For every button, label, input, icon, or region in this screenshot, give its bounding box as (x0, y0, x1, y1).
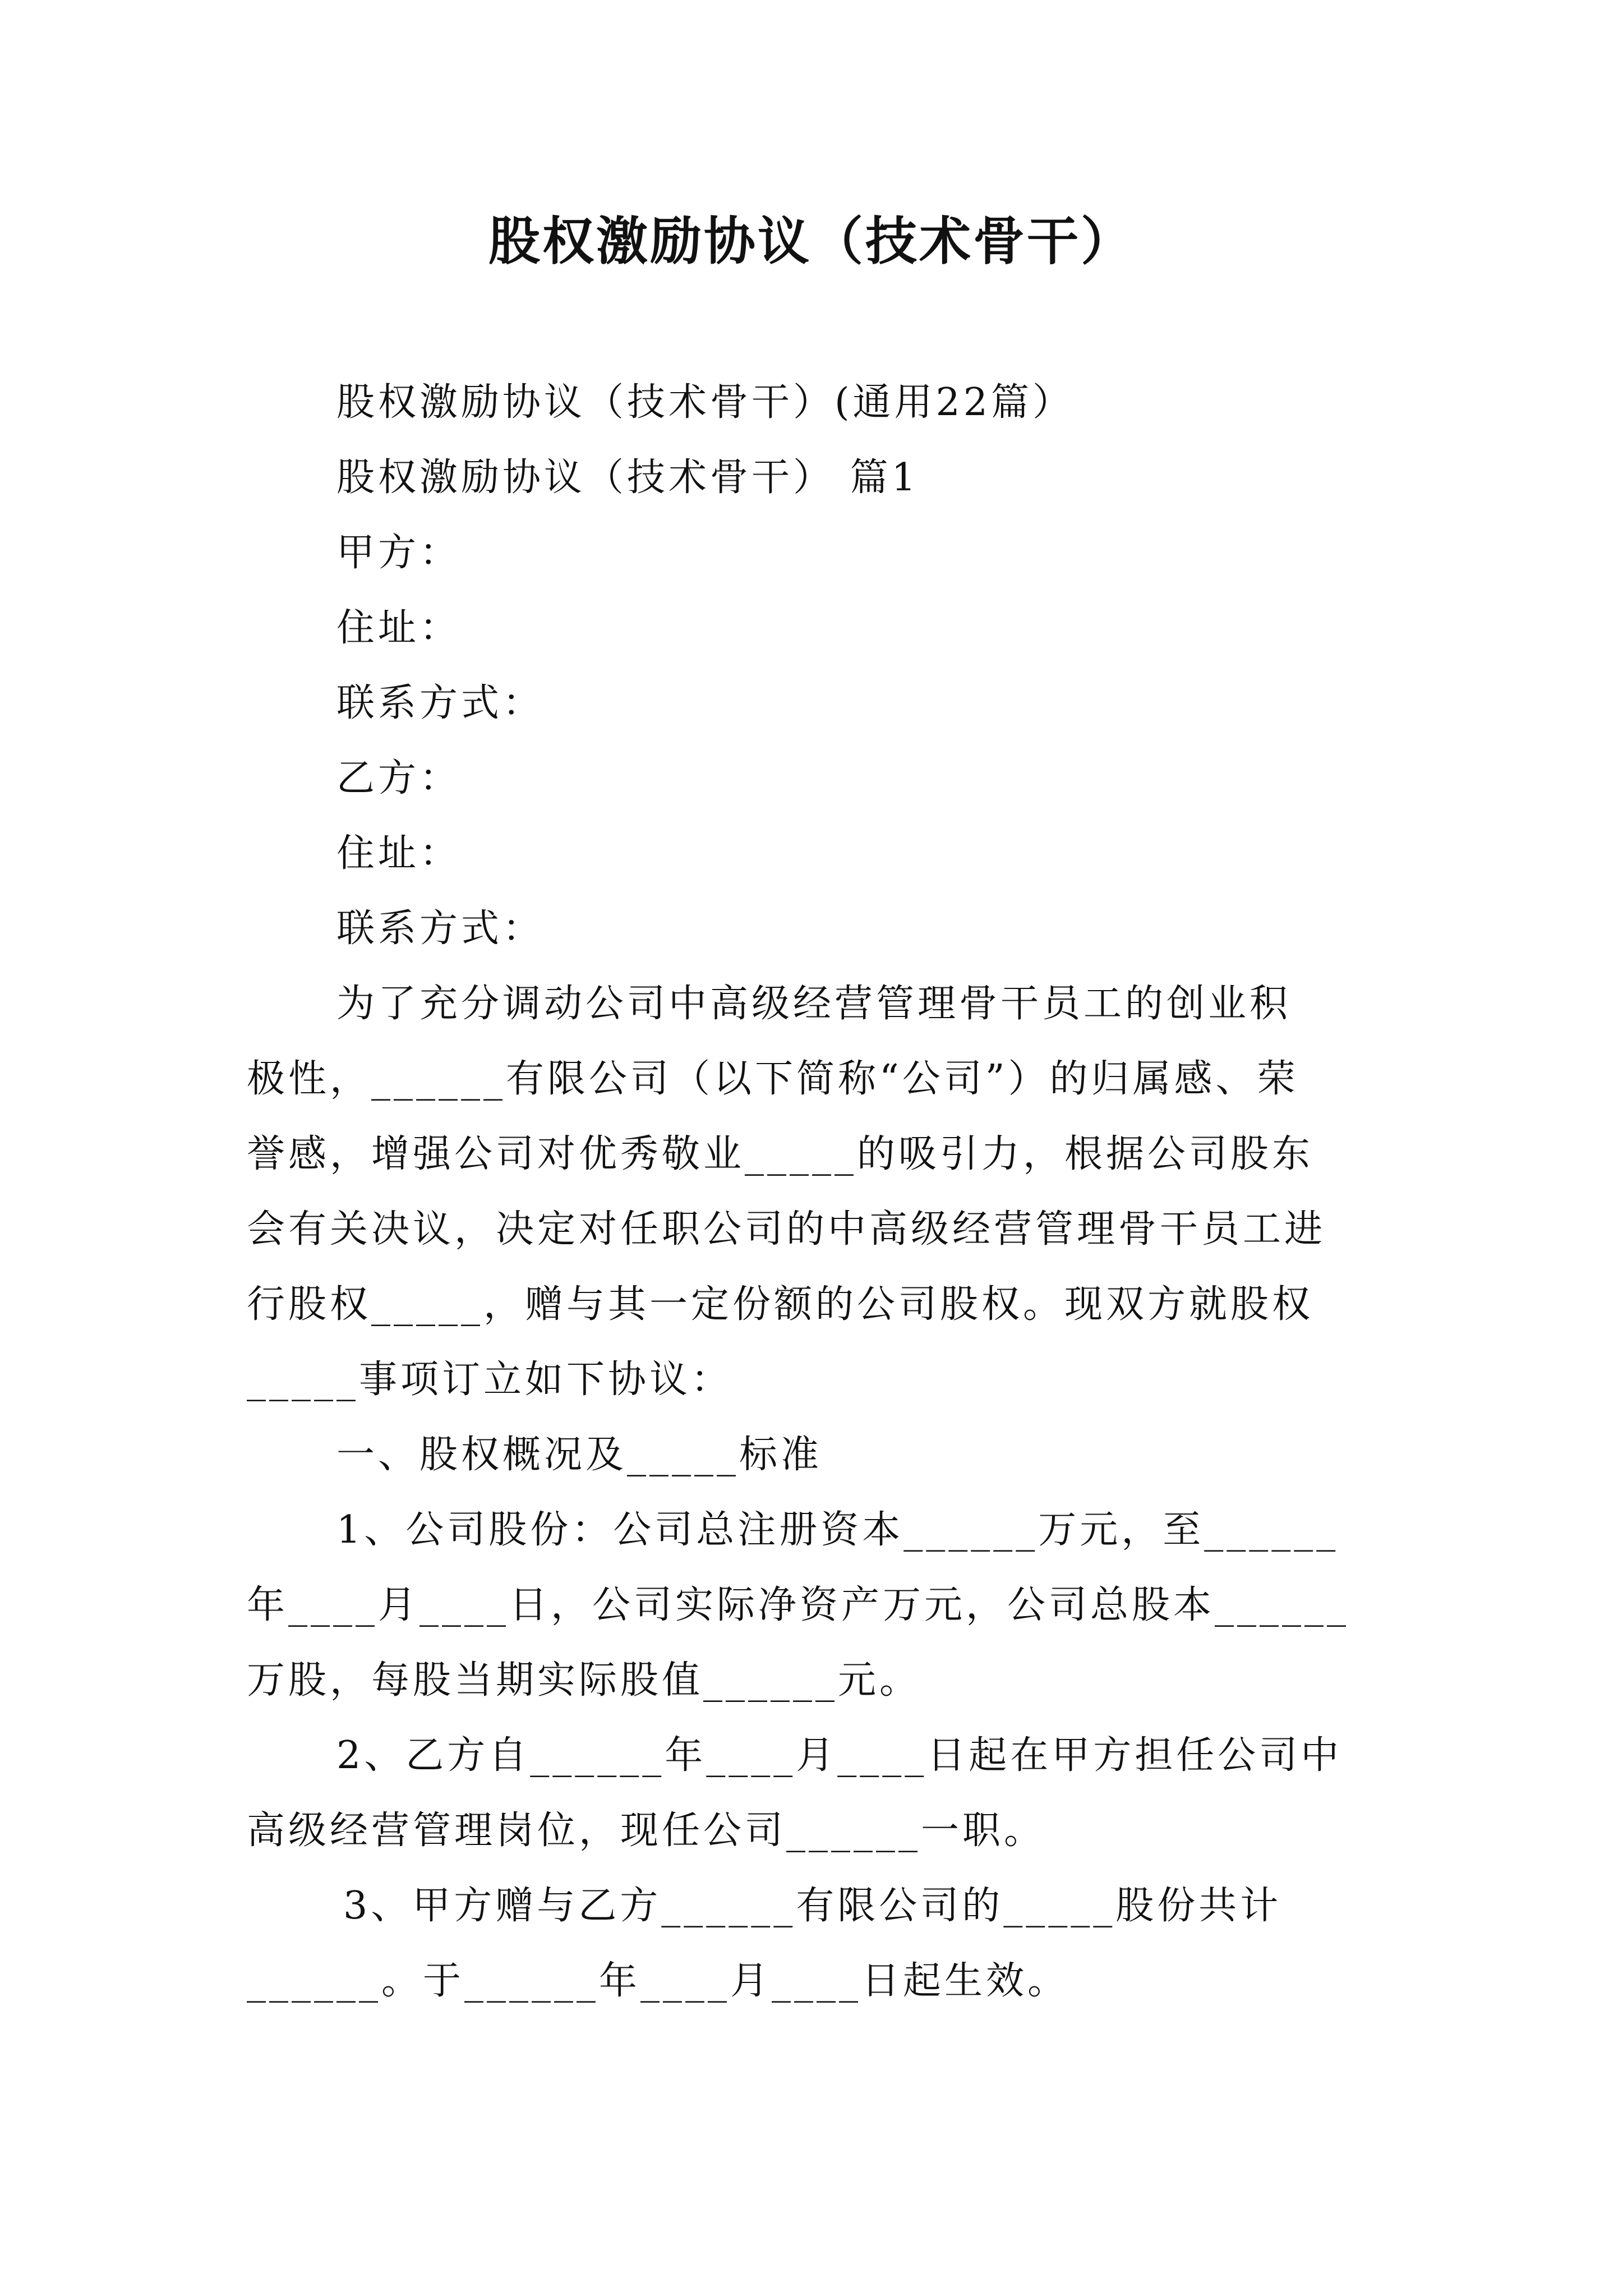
party-a-contact: 联系方式： (336, 681, 545, 725)
document-title: 股权激励协议（技术骨干） (488, 211, 1135, 272)
party-a-address: 住址： (336, 606, 462, 650)
preamble-line: 行股权_____，赠与其一定份额的公司股权。现双方就股权 (247, 1282, 1314, 1327)
clause-3-line: ______。于______年____月____日起生效。 (247, 1959, 1069, 2003)
clause-1-line: 万股，每股当期实际股值______元。 (247, 1658, 921, 1703)
document-subtitle: 股权激励协议（技术骨干）(通用22篇） (336, 380, 1075, 425)
clause-1-line: 年____月____日，公司实际净资产万元，公司总股本______ (247, 1583, 1350, 1627)
party-b-label: 乙方： (336, 756, 462, 800)
preamble-line: 誉感，增强公司对优秀敬业_____的吸引力，根据公司股东 (247, 1132, 1314, 1176)
party-b-contact: 联系方式： (336, 907, 545, 951)
section-1-heading: 一、股权概况及_____标准 (336, 1433, 823, 1477)
article-heading: 股权激励协议（技术骨干） 篇1 (336, 455, 919, 500)
clause-2-line: 2、乙方自______年____月____日起在甲方担任公司中 (336, 1733, 1343, 1778)
preamble-line: _____事项订立如下协议： (247, 1358, 733, 1402)
party-b-address: 住址： (336, 831, 462, 876)
clause-3-line: 3、甲方赠与乙方______有限公司的_____股份共计 (343, 1884, 1282, 1928)
preamble-line: 会有关决议，决定对任职公司的中高级经营管理骨干员工进 (247, 1207, 1326, 1251)
preamble-line: 为了充分调动公司中高级经营管理骨干员工的创业积 (336, 982, 1292, 1026)
preamble-line: 极性，______有限公司（以下简称“公司”）的归属感、荣 (247, 1057, 1299, 1101)
clause-2-line: 高级经营管理岗位，现任公司______一职。 (247, 1809, 1046, 1853)
clause-1-line: 1、公司股份：公司总注册资本______万元，至______ (336, 1508, 1339, 1552)
party-a-label: 甲方： (336, 531, 462, 575)
